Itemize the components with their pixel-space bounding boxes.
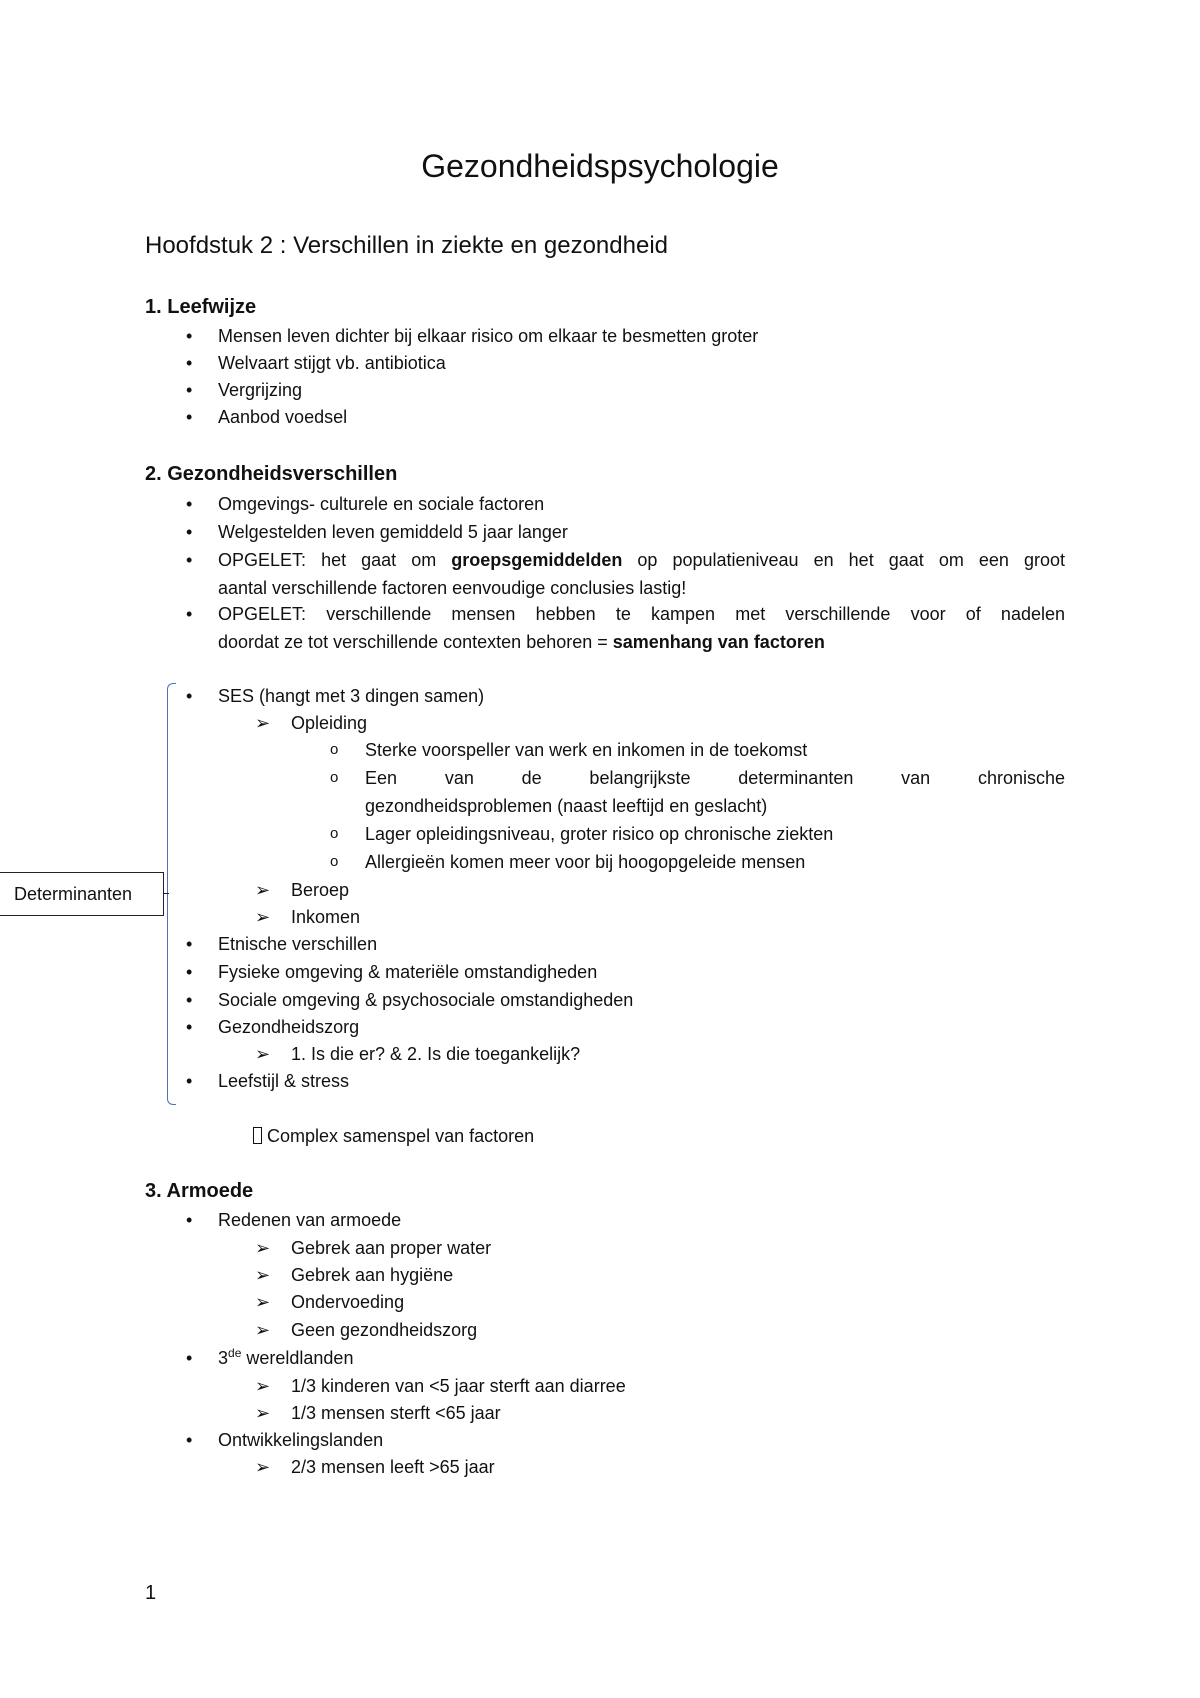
arrow-bullet-icon: ➢ <box>255 1403 271 1423</box>
circle-bullet-icon: o <box>330 825 339 842</box>
list-item: Gebrek aan proper water <box>291 1238 492 1258</box>
opgelet-line-2: aantal verschillende factoren eenvoudige conclusies lastig! <box>218 578 687 598</box>
bullet-marker: • <box>186 550 193 570</box>
list-item: Allergieën komen meer voor bij hoogopgeleide mensen <box>365 852 806 872</box>
list-item: Vergrijzing <box>218 380 303 400</box>
list-item-beroep: Beroep <box>291 880 350 900</box>
bracket-connector <box>164 893 169 894</box>
bullet-marker: • <box>186 604 193 624</box>
list-item-ses: SES (hangt met 3 dingen samen) <box>218 686 485 706</box>
document-title: Gezondheidspsychologie <box>421 148 779 184</box>
arrow-bullet-icon: ➢ <box>255 1292 271 1312</box>
arrow-bullet-icon: ➢ <box>255 1376 271 1396</box>
bullet-marker: • <box>186 353 193 373</box>
list-item: Ondervoeding <box>291 1292 405 1312</box>
circle-bullet-icon: o <box>330 853 339 870</box>
bullet-marker: • <box>186 380 193 400</box>
arrow-bullet-icon: ➢ <box>255 1457 271 1477</box>
bullet-marker: • <box>186 1071 193 1091</box>
bullet-marker: • <box>186 407 193 427</box>
list-item: Ontwikkelingslanden <box>218 1430 384 1450</box>
bullet-marker: • <box>186 1017 193 1037</box>
bullet-marker: • <box>186 326 193 346</box>
list-item-continuation: gezondheidsproblemen (naast leeftijd en geslacht) <box>365 796 768 816</box>
bullet-marker: • <box>186 1430 193 1450</box>
arrow-bullet-icon: ➢ <box>255 1265 271 1285</box>
list-item: Fysieke omgeving & materiële omstandigheden <box>218 962 598 982</box>
section-heading-leefwijze: 1. Leefwijze <box>145 296 257 318</box>
bullet-marker: • <box>186 1348 193 1368</box>
list-item: Aanbod voedsel <box>218 407 348 427</box>
list-item: Geen gezondheidszorg <box>291 1320 478 1340</box>
opgelet-line-1: OPGELET: het gaat om groepsgemiddelden op populatieniveau en het gaat om een groot <box>218 550 1065 570</box>
list-item: Omgevings- culturele en sociale factoren <box>218 494 545 514</box>
list-item: 1/3 mensen sterft <65 jaar <box>291 1403 501 1423</box>
list-item: Mensen leven dichter bij elkaar risico om elkaar te besmetten groter <box>218 326 759 346</box>
chapter-heading: Hoofdstuk 2 : Verschillen in ziekte en gezondheid <box>145 232 668 259</box>
list-item: Gezondheidszorg <box>218 1017 360 1037</box>
bullet-marker: • <box>186 1210 193 1230</box>
conclusion-line: Complex samenspel van factoren <box>253 1122 534 1150</box>
arrow-bullet-icon: ➢ <box>255 1238 271 1258</box>
arrow-bullet-icon: ➢ <box>255 713 271 733</box>
list-item-derde-wereldlanden: 3de wereldlanden <box>218 1346 354 1368</box>
bullet-marker: • <box>186 990 193 1010</box>
bullet-marker: • <box>186 494 193 514</box>
determinanten-bracket <box>167 683 176 1105</box>
section-heading-gezondheidsverschillen: 2. Gezondheidsverschillen <box>145 463 398 485</box>
list-item: Leefstijl & stress <box>218 1071 350 1091</box>
list-item: Etnische verschillen <box>218 934 378 954</box>
arrow-bullet-icon: ➢ <box>255 907 271 927</box>
list-item: Sterke voorspeller van werk en inkomen in de toekomst <box>365 740 808 760</box>
section-heading-armoede: 3. Armoede <box>145 1180 254 1202</box>
list-item: 1/3 kinderen van <5 jaar sterft aan diarree <box>291 1376 626 1396</box>
list-item: 1. Is die er? & 2. Is die toegankelijk? <box>291 1044 581 1064</box>
list-item: Een van de belangrijkste determinanten van chronische <box>365 768 1065 788</box>
opgelet2-line-1: OPGELET: verschillende mensen hebben te kampen met verschillende voor of nadelen <box>218 604 1065 624</box>
list-item: Welgestelden leven gemiddeld 5 jaar langer <box>218 522 568 542</box>
missing-glyph-icon <box>253 1127 262 1144</box>
determinanten-label: Determinanten <box>0 872 164 916</box>
list-item: Gebrek aan hygiëne <box>291 1265 454 1285</box>
circle-bullet-icon: o <box>330 769 339 786</box>
arrow-bullet-icon: ➢ <box>255 1320 271 1340</box>
bullet-marker: • <box>186 686 193 706</box>
opgelet2-line-2: doordat ze tot verschillende contexten behoren = samenhang van factoren <box>218 632 825 652</box>
list-item: 2/3 mensen leeft >65 jaar <box>291 1457 495 1477</box>
circle-bullet-icon: o <box>330 741 339 758</box>
list-item: Welvaart stijgt vb. antibiotica <box>218 353 446 373</box>
arrow-bullet-icon: ➢ <box>255 880 271 900</box>
bullet-marker: • <box>186 962 193 982</box>
list-item: Sociale omgeving & psychosociale omstandigheden <box>218 990 634 1010</box>
list-item: Redenen van armoede <box>218 1210 402 1230</box>
list-item: Lager opleidingsniveau, groter risico op chronische ziekten <box>365 824 834 844</box>
list-item-inkomen: Inkomen <box>291 907 361 927</box>
bullet-marker: • <box>186 934 193 954</box>
page-number: 1 <box>145 1582 157 1604</box>
bullet-marker: • <box>186 522 193 542</box>
list-item-opleiding: Opleiding <box>291 713 368 733</box>
arrow-bullet-icon: ➢ <box>255 1044 271 1064</box>
